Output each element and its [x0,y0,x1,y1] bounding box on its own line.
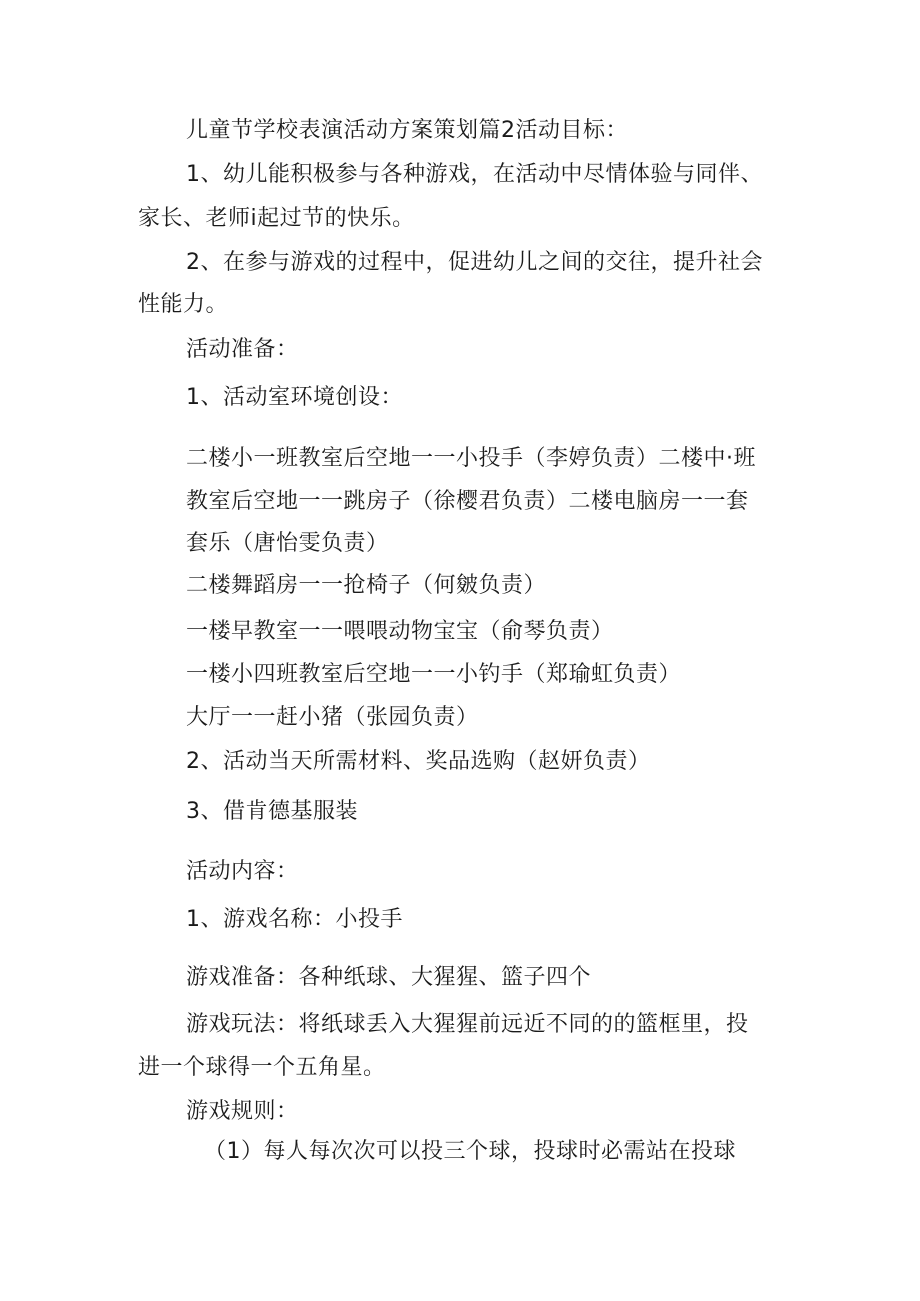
paragraph-line: 1、活动室环境创设： [186,385,403,410]
paragraph-line: 3、借肯德基服装 [186,799,358,824]
paragraph-line: 1、幼儿能积极参与各种游戏，在活动中尽情体验与同伴、 [186,162,763,187]
paragraph-line: 教室后空地一一跳房子（徐樱君负责）二楼电脑房一一套 [186,489,749,514]
paragraph-line: 家长、老师i起过节的快乐。 [138,206,415,231]
paragraph-line: 进一个球得一个五角星。 [138,1055,386,1080]
section-heading: 活动准备： [186,337,299,362]
heading-line: 儿童节学校表演活动方案策划篇2活动目标： [186,118,628,143]
paragraph-line: 游戏玩法：将纸球丢入大猩猩前远近不同的的篮框里，投 [186,1012,749,1037]
paragraph-line: 二楼舞蹈房一一抢椅子（何皴负责） [186,573,547,598]
paragraph-line: 大厅一一赶小猪（张园负责） [186,705,479,730]
paragraph-line: 性能力。 [138,292,229,317]
section-heading: 活动内容： [186,859,299,884]
paragraph-line: 一楼小四班教室后空地一一小钓手（郑瑜虹负责） [186,662,682,687]
paragraph-line: 游戏准备：各种纸球、大猩猩、篮子四个 [186,965,592,990]
paragraph-line: 2、在参与游戏的过程中，促进幼儿之间的交往，提升社会 [186,250,763,275]
paragraph-line: （1）每人每次次可以投三个球，投球时必需站在投球 [204,1139,736,1164]
paragraph-line: 套乐（唐怡雯负责） [186,531,389,556]
paragraph-line: 1、游戏名称：小投手 [186,907,403,932]
paragraph-line: 一楼早教室一一喂喂动物宝宝（俞琴负责） [186,619,614,644]
paragraph-line: 二楼小一班教室后空地一一小投手（李婷负责）二楼中·班 [186,446,756,471]
paragraph-line: 游戏规则： [186,1099,299,1124]
paragraph-line: 2、活动当天所需材料、奖品选购（赵妍负责） [186,749,651,774]
